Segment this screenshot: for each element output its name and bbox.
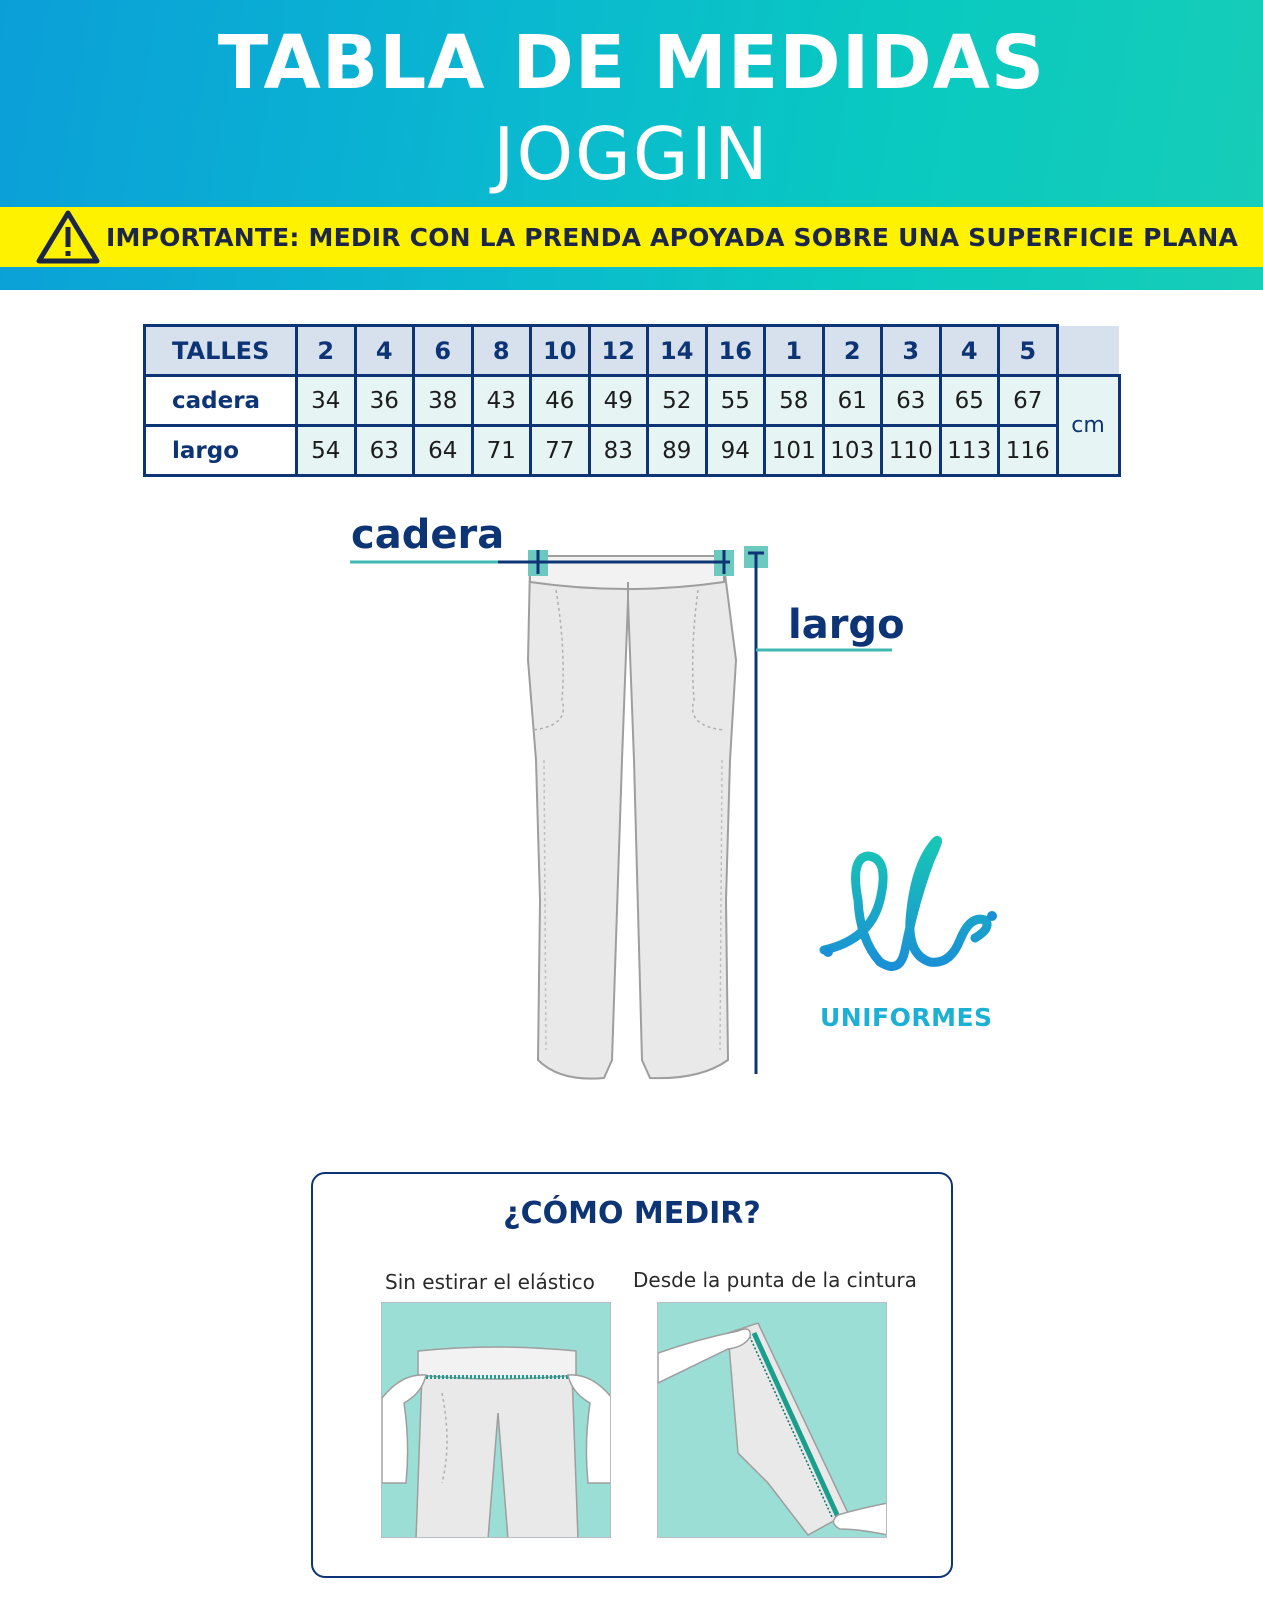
how-to-measure-box bbox=[311, 1172, 953, 1578]
size-cell: 2 bbox=[823, 326, 882, 376]
elastic-measure-illustration bbox=[381, 1302, 611, 1538]
value-cell: 65 bbox=[940, 376, 999, 426]
right-caption: Desde la punta de la cintura bbox=[633, 1268, 917, 1292]
value-cell: 54 bbox=[297, 426, 356, 476]
size-cell: 16 bbox=[706, 326, 765, 376]
value-cell: 103 bbox=[823, 426, 882, 476]
size-cell: 2 bbox=[297, 326, 356, 376]
size-cell: 14 bbox=[648, 326, 707, 376]
value-cell: 101 bbox=[765, 426, 824, 476]
page-subtitle: JOGGIN bbox=[493, 112, 770, 196]
size-cell: 12 bbox=[589, 326, 648, 376]
lfl-logo-icon bbox=[823, 840, 997, 966]
value-cell: 34 bbox=[297, 376, 356, 426]
value-cell: 61 bbox=[823, 376, 882, 426]
value-cell: 94 bbox=[706, 426, 765, 476]
value-cell: 58 bbox=[765, 376, 824, 426]
cadera-label: cadera bbox=[351, 512, 505, 558]
warning-text: IMPORTANTE: MEDIR CON LA PRENDA APOYADA SOBRE UNA SUPERFICIE PLANA bbox=[106, 222, 1238, 252]
size-cell: 3 bbox=[882, 326, 941, 376]
value-cell: 46 bbox=[531, 376, 590, 426]
value-cell: 83 bbox=[589, 426, 648, 476]
value-cell: 64 bbox=[414, 426, 473, 476]
size-cell: 10 bbox=[531, 326, 590, 376]
value-cell: 71 bbox=[472, 426, 531, 476]
page-title: TABLA DE MEDIDAS bbox=[217, 20, 1046, 106]
howto-title: ¿CÓMO MEDIR? bbox=[503, 1196, 761, 1231]
value-cell: 52 bbox=[648, 376, 707, 426]
value-cell: 116 bbox=[999, 426, 1058, 476]
size-cell: 4 bbox=[355, 326, 414, 376]
row-label-largo: largo bbox=[145, 426, 297, 476]
size-cell: 4 bbox=[940, 326, 999, 376]
length-measure-illustration bbox=[657, 1302, 887, 1538]
value-cell: 36 bbox=[355, 376, 414, 426]
unit-cell: cm bbox=[1057, 376, 1119, 476]
header-label: TALLES bbox=[145, 326, 297, 376]
value-cell: 55 bbox=[706, 376, 765, 426]
value-cell: 49 bbox=[589, 376, 648, 426]
value-cell: 113 bbox=[940, 426, 999, 476]
left-caption: Sin estirar el elástico bbox=[385, 1270, 595, 1294]
size-cell: 5 bbox=[999, 326, 1058, 376]
value-cell: 67 bbox=[999, 376, 1058, 426]
value-cell: 89 bbox=[648, 426, 707, 476]
value-cell: 43 bbox=[472, 376, 531, 426]
value-cell: 38 bbox=[414, 376, 473, 426]
row-label-cadera: cadera bbox=[145, 376, 297, 426]
largo-label: largo bbox=[788, 602, 905, 648]
logo-text: UNIFORMES bbox=[820, 1003, 993, 1032]
value-cell: 77 bbox=[531, 426, 590, 476]
value-cell: 63 bbox=[882, 376, 941, 426]
size-cell: 6 bbox=[414, 326, 473, 376]
pants-illustration bbox=[528, 556, 736, 1079]
value-cell: 63 bbox=[355, 426, 414, 476]
size-cell: 8 bbox=[472, 326, 531, 376]
value-cell: 110 bbox=[882, 426, 941, 476]
size-cell: 1 bbox=[765, 326, 824, 376]
